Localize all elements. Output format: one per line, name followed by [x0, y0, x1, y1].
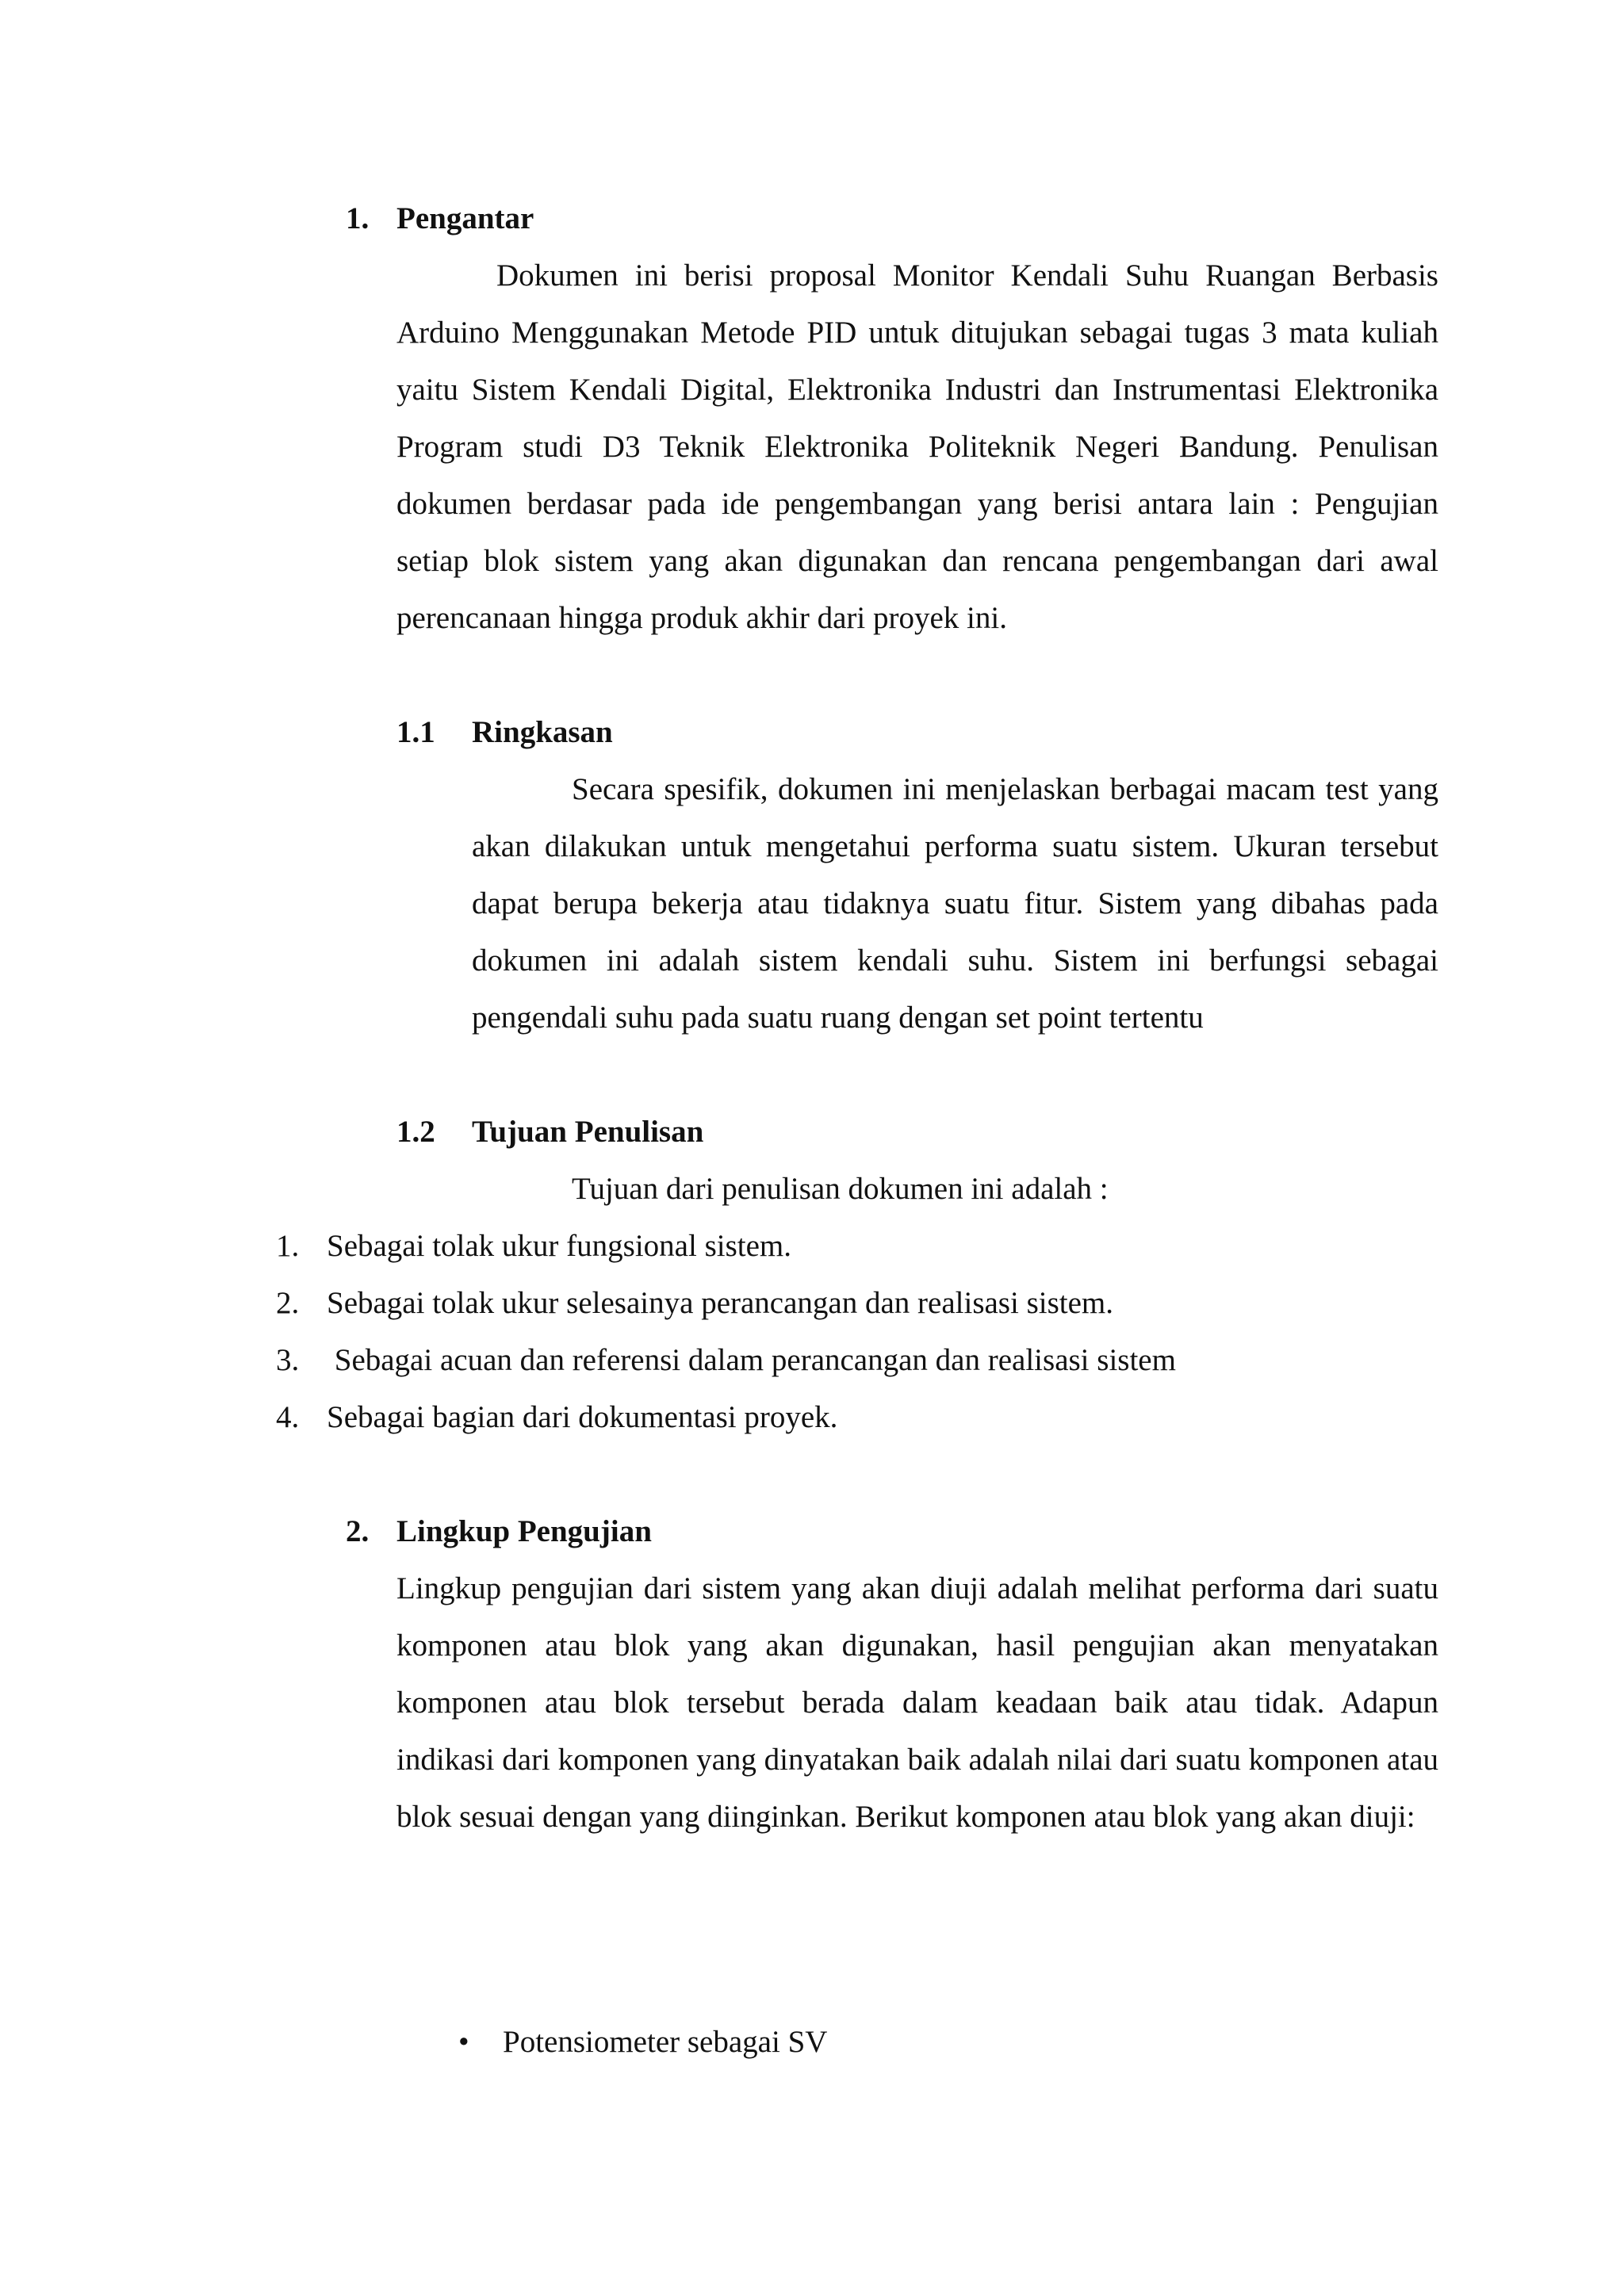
section-1-2-heading [396, 1104, 703, 1161]
list-text: Sebagai bagian dari dokumentasi proyek. [327, 1400, 838, 1434]
section-1-1-body: Secara spesifik, dokumen ini menjelaskan berbagai macam test yang akan dilakukan untuk mengetahui performa suatu sistem. Ukuran tersebut dapat berupa bekerja atau tidaknya suatu fitur. Sistem yang dibahas pada dokumen ini adalah sistem kendali suhu. Sistem ini berfungsi sebagai pengendali suhu pada suatu ruang dengan set point tertentu [472, 772, 1438, 1035]
section-title: Ringkasan [472, 715, 613, 749]
list-number: 2. [276, 1286, 300, 1320]
list-item [276, 1218, 1176, 1275]
list-item [276, 1332, 1176, 1389]
list-text: Sebagai acuan dan referensi dalam perancangan dan realisasi sistem [327, 1343, 1176, 1377]
list-item [276, 1389, 1176, 1446]
list-item [276, 1275, 1176, 1332]
section-number: 2. [346, 1514, 370, 1548]
section-1-1-heading [396, 704, 613, 761]
section-number: 1. [346, 201, 370, 235]
section-2-body: Lingkup pengujian dari sistem yang akan diuji adalah melihat performa dari suatu komponen atau blok yang akan digunakan, hasil pengujian akan menyatakan komponen atau blok tersebut berada dalam keadaan baik atau tidak. Adapun indikasi dari komponen yang dinyatakan baik adalah nilai dari suatu komponen atau blok sesuai dengan yang diinginkan. Berikut komponen atau blok yang akan diuji: [396, 1571, 1438, 1834]
section-number: 1.1 [396, 715, 435, 749]
section-number: 1.2 [396, 1115, 435, 1149]
bullet-icon: • [458, 2025, 469, 2059]
objectives-list [276, 1218, 1176, 1446]
section-1-heading [346, 190, 534, 247]
components-list [458, 2014, 827, 2071]
section-title: Lingkup Pengujian [396, 1514, 652, 1548]
list-text: Sebagai tolak ukur fungsional sistem. [327, 1229, 791, 1263]
list-number: 3. [276, 1343, 300, 1377]
list-number: 1. [276, 1229, 300, 1263]
section-1-body: Dokumen ini berisi proposal Monitor Kendali Suhu Ruangan Berbasis Arduino Menggunakan Metode PID untuk ditujukan sebagai tugas 3 mata kuliah yaitu Sistem Kendali Digital, Elektronika Industri dan Instrumentasi Elektronika Program studi D3 Teknik Elektronika Politeknik Negeri Bandung. Penulisan dokumen berdasar pada ide pengembangan yang berisi antara lain : Pengujian setiap blok sistem yang akan digunakan dan rencana pengembangan dari awal perencanaan hingga produk akhir dari proyek ini. [396, 258, 1438, 635]
section-title: Pengantar [396, 201, 534, 235]
list-number: 4. [276, 1400, 300, 1434]
bullet-text: Potensiometer sebagai SV [503, 2025, 828, 2059]
section-title: Tujuan Penulisan [472, 1115, 704, 1149]
list-text: Sebagai tolak ukur selesainya perancangan dan realisasi sistem. [327, 1286, 1113, 1320]
section-2-heading [346, 1503, 652, 1560]
bullet-item [458, 2014, 827, 2071]
section-1-2-intro: Tujuan dari penulisan dokumen ini adalah : [572, 1172, 1109, 1206]
